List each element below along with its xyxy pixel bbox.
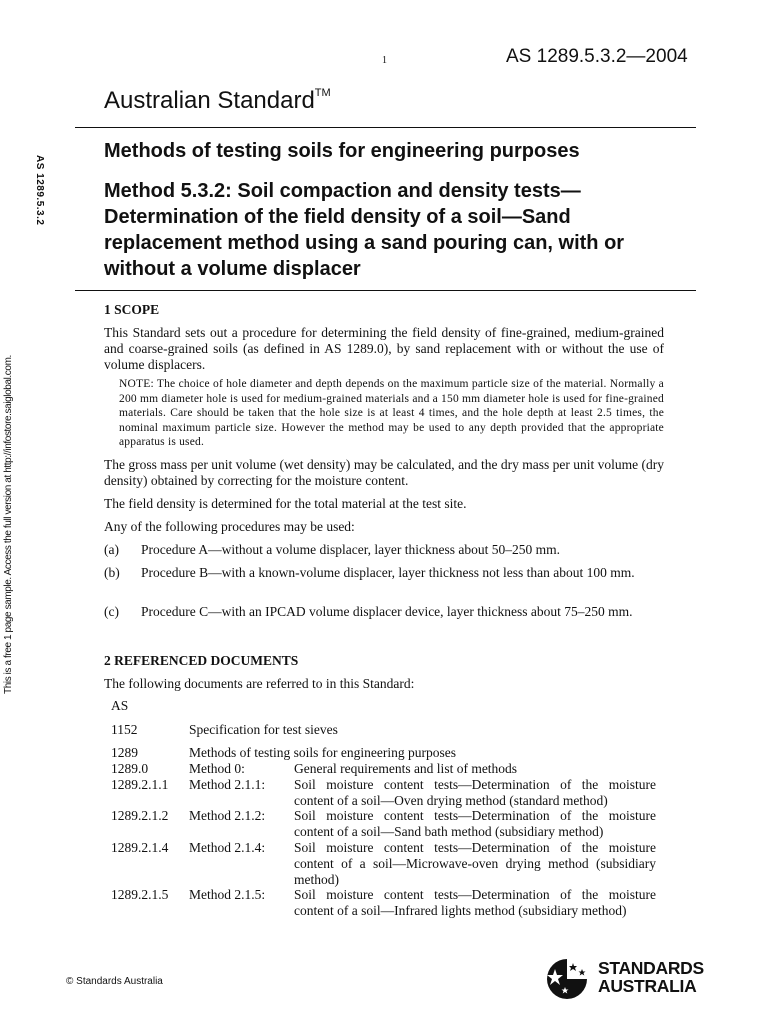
scope-heading: 1 SCOPE [104,302,160,317]
standard-code: AS 1289.5.3.2—2004 [506,46,688,67]
reference-method: Method 2.1.2: [189,808,266,823]
field-density-paragraph: The field density is determined for the total material at the test site. [104,496,467,511]
list-label: (b) [104,565,120,580]
page-number: 1 [382,55,387,66]
references-intro: The following documents are referred to in this Standard: [104,676,415,691]
reference-title: Soil moisture content tests—Determination of the moisture content of a soil—Microwave-oven drying method (subsidiary method) [294,840,656,887]
reference-code: 1152 [111,722,138,737]
list-text: Procedure C—with an IPCAD volume displacer device, layer thickness about 75–250 mm. [141,604,633,619]
sample-access-note: This is a free 1 page sample. Access the full version at http://infostore.saiglobal.com. [3,355,14,694]
reference-method: Method 2.1.5: [189,887,266,902]
density-paragraph: The gross mass per unit volume (wet density) may be calculated, and the dry mass per unit volume (dry density) obtained by correcting for the moisture content. [104,457,664,488]
references-heading: 2 REFERENCED DOCUMENTS [104,653,299,668]
reference-title: Methods of testing soils for engineering purposes [189,745,456,760]
method-title: Method 5.3.2: Soil compaction and density tests—Determination of the field density of a soil—Sand replacement method using a sand pouring can, with or without a volume displacer [104,180,625,280]
header-divider [75,127,696,128]
logo-line-2: AUSTRALIA [598,976,697,996]
procedures-intro: Any of the following procedures may be used: [104,519,355,534]
side-standard-code: AS 1289.5.3.2 [34,155,45,226]
logo-line-1: STANDARDS [598,958,704,978]
reference-code: 1289.2.1.5 [111,887,169,902]
reference-code: 1289.2.1.1 [111,777,169,792]
reference-code: 1289.2.1.2 [111,808,169,823]
brand-name: Australian Standard [104,87,315,114]
list-text: Procedure B—with a known-volume displacer, layer thickness not less than about 100 mm. [141,565,635,580]
reference-code: 1289 [111,745,138,760]
reference-title: Soil moisture content tests—Determination of the moisture content of a soil—Sand bath method (subsidiary method) [294,808,656,839]
list-label: (a) [104,542,119,557]
references-as-label: AS [111,698,129,713]
list-text: Procedure A—without a volume displacer, layer thickness about 50–250 mm. [141,542,560,557]
scope-note: NOTE: The choice of hole diameter and depth depends on the maximum particle size of the material. Normally a 200 mm diameter hole is used for medium-grained materials and a 150 mm diameter hole is used for fine-grained materials. Care should be taken that the hole size is at least 4 times, and the hole depth at least 2.5 times, the nominal maximum particle size. However the method may be used to any depth provided that the appropriate apparatus is used. [119,378,664,448]
brand-title [104,87,331,115]
standards-australia-emblem-icon [543,957,591,999]
reference-code: 1289.0 [111,761,149,776]
footer-copyright: © Standards Australia [66,976,163,987]
title-divider [75,290,696,291]
logo-wordmark [598,959,704,995]
reference-method: Method 2.1.4: [189,840,266,855]
scope-paragraph: This Standard sets out a procedure for determining the field density of fine-grained, medium-grained and coarse-grained soils (as defined in AS 1289.0), by sand replacement with or without the use of volume displacers. [104,325,664,372]
series-title: Methods of testing soils for engineering purposes [104,140,580,162]
reference-method: Method 2.1.1: [189,777,266,792]
list-label: (c) [104,604,119,619]
reference-title: Soil moisture content tests—Determination of the moisture content of a soil—Infrared lights method (subsidiary method) [294,887,656,918]
reference-code: 1289.2.1.4 [111,840,169,855]
reference-title: General requirements and list of methods [294,761,518,776]
reference-method: Method 0: [189,761,245,776]
trademark-mark: TM [314,87,331,99]
reference-title: Soil moisture content tests—Determination of the moisture content of a soil—Oven drying method (standard method) [294,777,656,808]
reference-title: Specification for test sieves [189,722,338,737]
standards-australia-logo [543,955,708,1000]
